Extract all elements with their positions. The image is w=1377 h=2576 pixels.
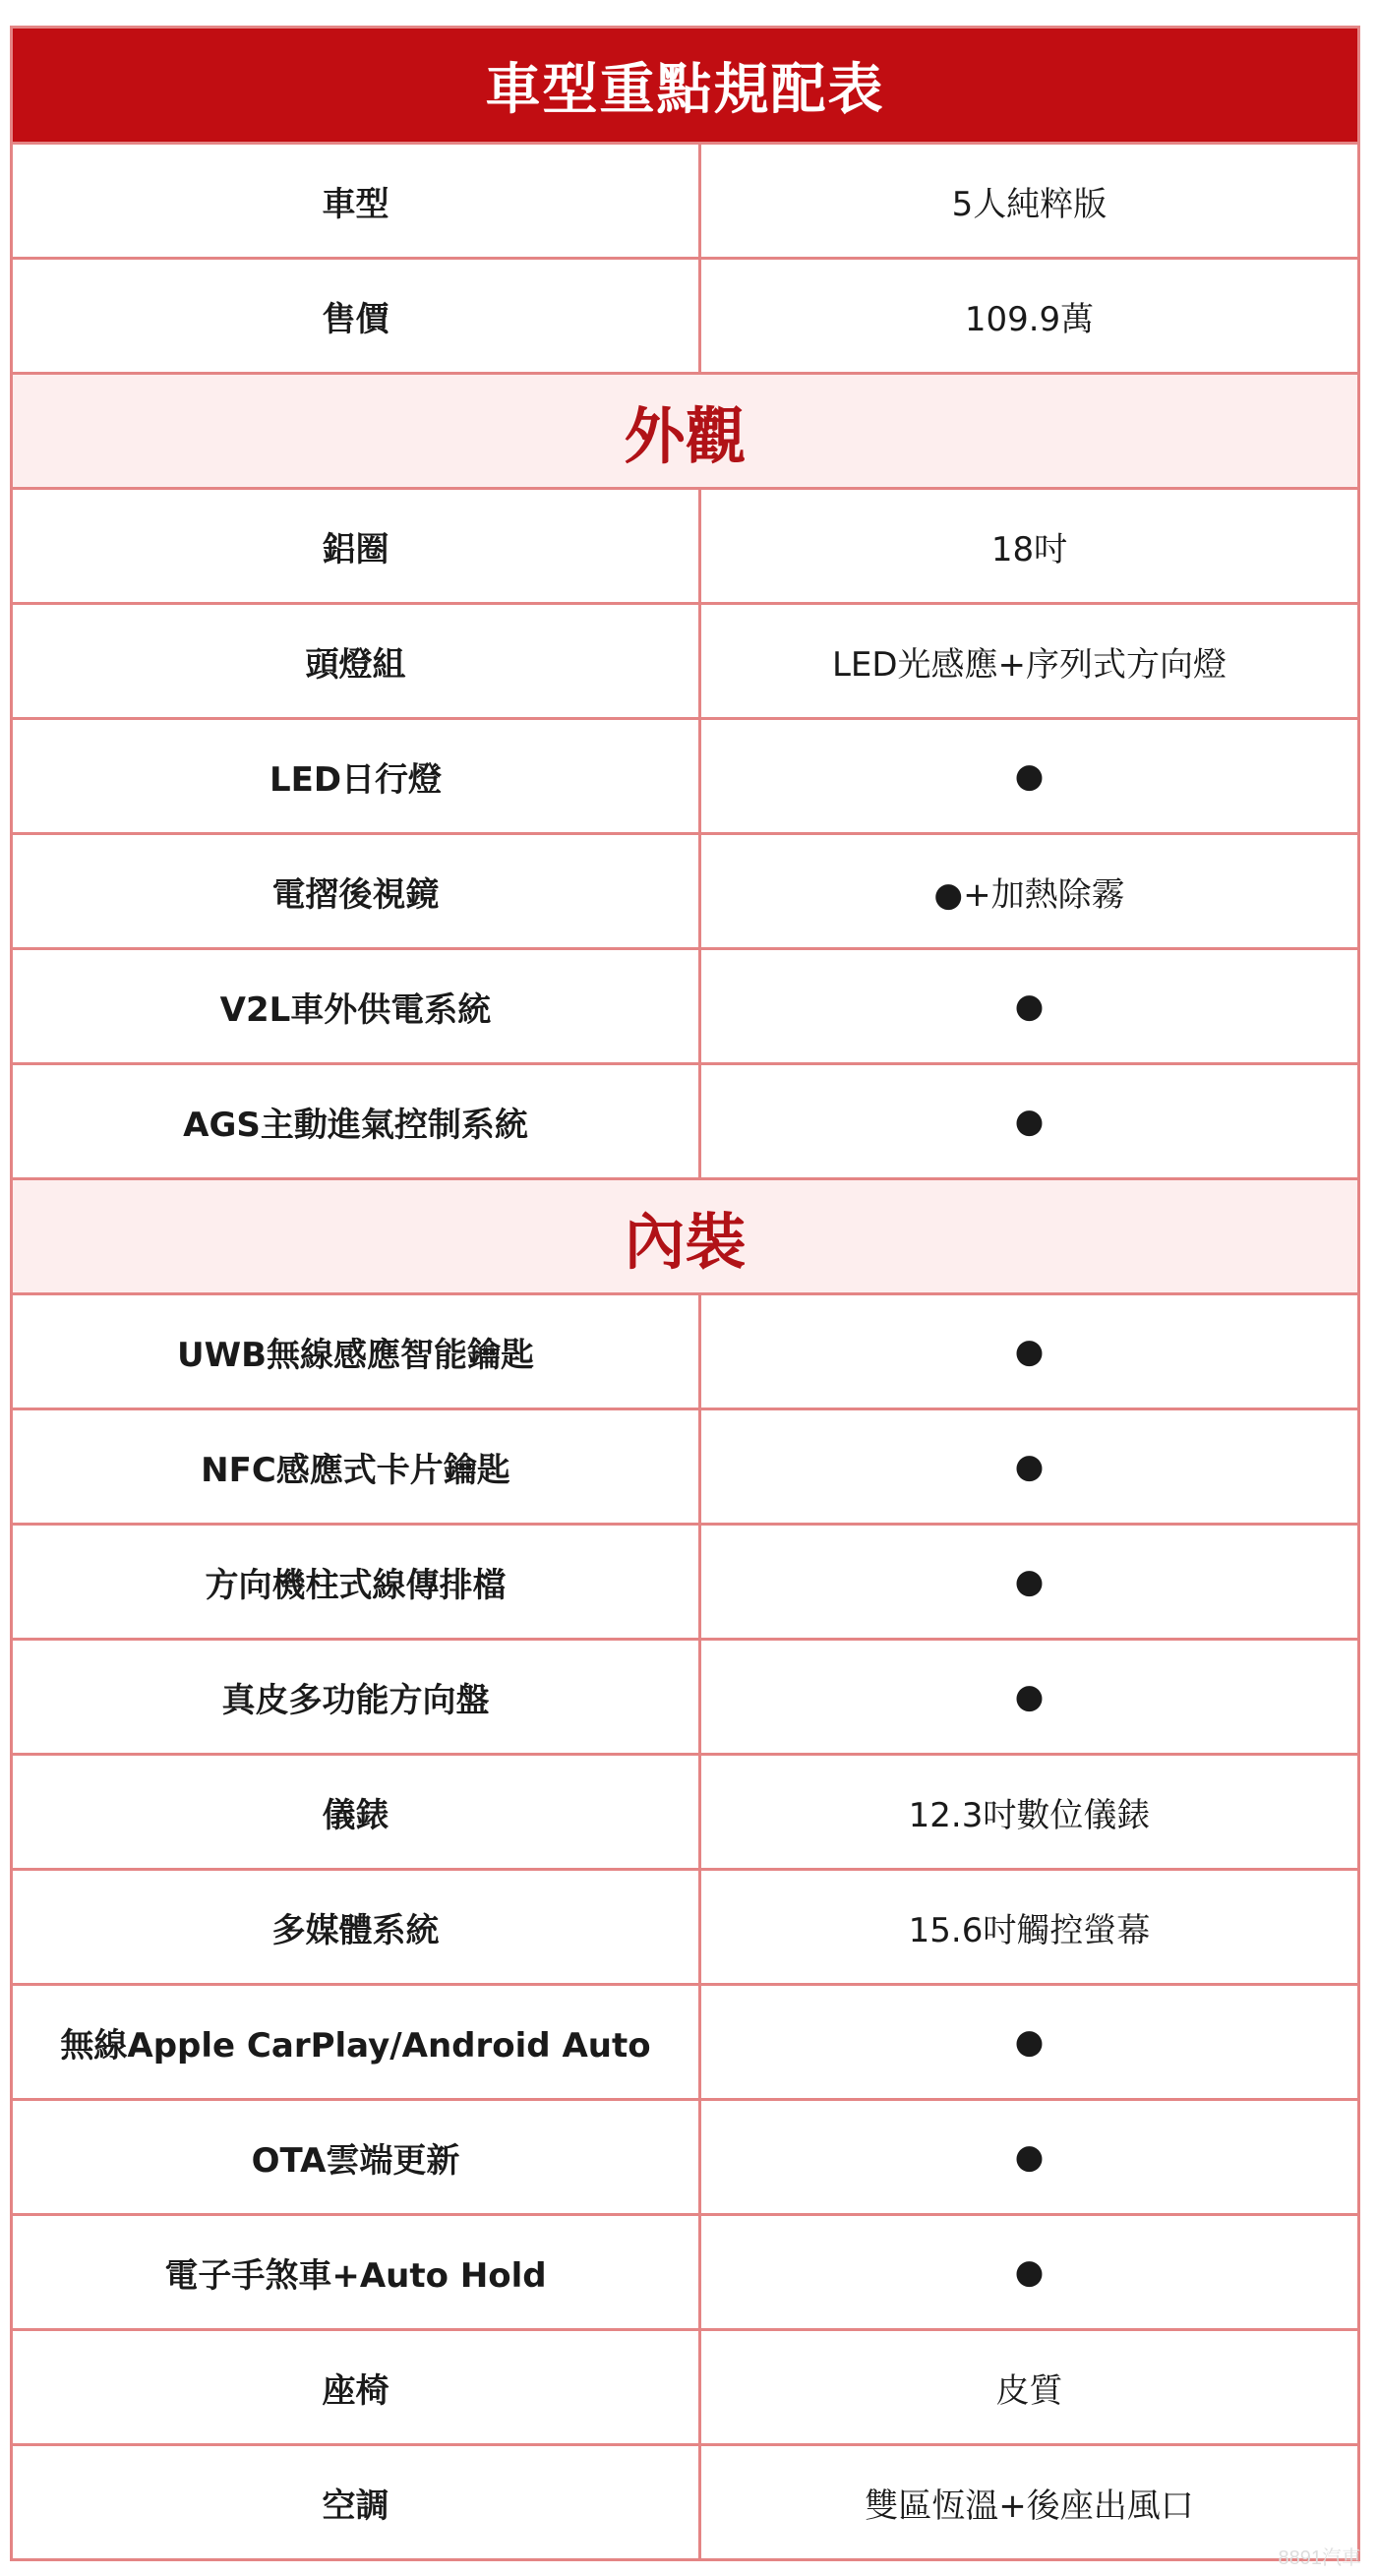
spec-label: 空調 (13, 2446, 701, 2558)
spec-value: ● (1014, 987, 1045, 1026)
spec-label: 鋁圈 (13, 490, 701, 602)
spec-value: 109.9萬 (964, 299, 1095, 339)
table-row (13, 2098, 1357, 2213)
spec-value: ● (1014, 1102, 1045, 1141)
spec-label: 車型 (13, 145, 701, 257)
table-row (13, 257, 1357, 372)
spec-value: LED光感應+序列式方向燈 (831, 644, 1227, 685)
section-header: 內裝 (13, 1177, 1357, 1292)
table-row (13, 1523, 1357, 1638)
table-row (13, 142, 1357, 257)
spec-value: 18吋 (990, 529, 1068, 569)
spec-label: 售價 (13, 260, 701, 372)
spec-label: 多媒體系統 (13, 1871, 701, 1983)
table-title: 車型重點規配表 (13, 29, 1357, 142)
spec-value: ●+加熱除霧 (933, 874, 1125, 915)
spec-label: 無線Apple CarPlay/Android Auto (13, 1986, 701, 2098)
spec-value: ● (1014, 2252, 1045, 2292)
spec-value: ● (1014, 1677, 1045, 1716)
table-row (13, 1868, 1357, 1983)
table-row (13, 1292, 1357, 1408)
table-row (13, 1983, 1357, 2098)
spec-value: ● (1014, 1562, 1045, 1601)
section-header: 外觀 (13, 372, 1357, 487)
spec-value: ● (1014, 756, 1045, 796)
spec-label: 座椅 (13, 2331, 701, 2443)
table-row (13, 2328, 1357, 2443)
table-row (13, 2213, 1357, 2328)
spec-rows (13, 142, 1357, 2558)
table-row (13, 1408, 1357, 1523)
spec-label: LED日行燈 (13, 720, 701, 832)
table-row (13, 1062, 1357, 1177)
table-row (13, 602, 1357, 717)
table-row (13, 832, 1357, 947)
table-row (13, 947, 1357, 1062)
spec-label: OTA雲端更新 (13, 2101, 701, 2213)
spec-value: ● (1014, 2022, 1045, 2062)
spec-label: 電摺後視鏡 (13, 835, 701, 947)
table-row (13, 2443, 1357, 2558)
spec-table (10, 26, 1360, 2561)
table-row (13, 487, 1357, 602)
spec-label: 真皮多功能方向盤 (13, 1641, 701, 1753)
table-row (13, 717, 1357, 832)
spec-value: ● (1014, 1447, 1045, 1486)
spec-label: 頭燈組 (13, 605, 701, 717)
spec-label: V2L車外供電系統 (13, 950, 701, 1062)
spec-value: 5人純粹版 (951, 184, 1108, 224)
watermark: 8891汽車 (1278, 2547, 1361, 2569)
spec-label: 電子手煞車+Auto Hold (13, 2216, 701, 2328)
spec-label: 方向機柱式線傳排檔 (13, 1526, 701, 1638)
table-row (13, 1638, 1357, 1753)
spec-value: 皮質 (995, 2370, 1063, 2411)
spec-label: UWB無線感應智能鑰匙 (13, 1295, 701, 1408)
spec-value: 12.3吋數位儀錶 (908, 1795, 1151, 1835)
spec-label: 儀錶 (13, 1756, 701, 1868)
spec-value: ● (1014, 1332, 1045, 1371)
spec-value: 15.6吋觸控螢幕 (908, 1910, 1151, 1950)
spec-value: 雙區恆溫+後座出風口 (865, 2486, 1194, 2526)
spec-label: NFC感應式卡片鑰匙 (13, 1410, 701, 1523)
table-row (13, 1753, 1357, 1868)
spec-label: AGS主動進氣控制系統 (13, 1065, 701, 1177)
spec-value: ● (1014, 2137, 1045, 2177)
